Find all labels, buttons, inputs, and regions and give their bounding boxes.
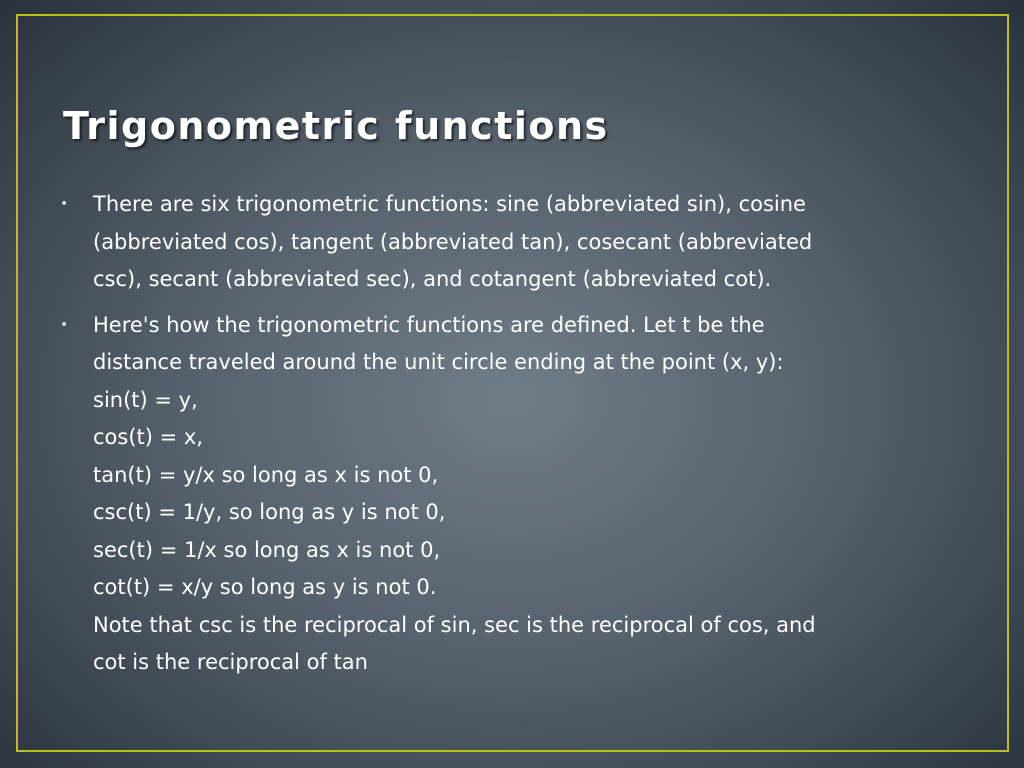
- note-text-line: cot is the reciprocal of tan: [93, 650, 368, 674]
- bullet-text-line: csc), secant (abbreviated sec), and cotangent (abbreviated cot).: [93, 267, 772, 291]
- formula-tan: tan(t) = y/x so long as x is not 0,: [93, 462, 439, 487]
- formula-cos: cos(t) = x,: [93, 425, 204, 449]
- formula-sin: sin(t) = y,: [93, 387, 198, 412]
- bullet-text-line: Here's how the trigonometric functions are defined. Let t be the: [93, 312, 765, 337]
- formula-cot: cot(t) = x/y so long as y is not 0.: [93, 575, 437, 599]
- slide-body: [60, 186, 960, 690]
- bullet-text-line: (abbreviated cos), tangent (abbreviated tan), cosecant (abbreviated: [93, 229, 813, 254]
- bullet-text-line: There are six trigonometric functions: sine (abbreviated sin), cosine: [93, 192, 806, 216]
- formula-sec: sec(t) = 1/x so long as x is not 0,: [93, 537, 441, 562]
- note-text-line: Note that csc is the reciprocal of sin, sec is the reciprocal of cos, and: [93, 612, 816, 637]
- bullet-text-line: distance traveled around the unit circle ending at the point (x, y):: [93, 350, 784, 374]
- bullet-dot-icon: •: [60, 196, 69, 212]
- bullet-dot-icon: •: [60, 316, 69, 333]
- bullet-item: [60, 186, 960, 299]
- bullet-item: [60, 307, 960, 682]
- slide-title: Trigonometric functions: [63, 104, 609, 148]
- formula-csc: csc(t) = 1/y, so long as y is not 0,: [93, 500, 446, 524]
